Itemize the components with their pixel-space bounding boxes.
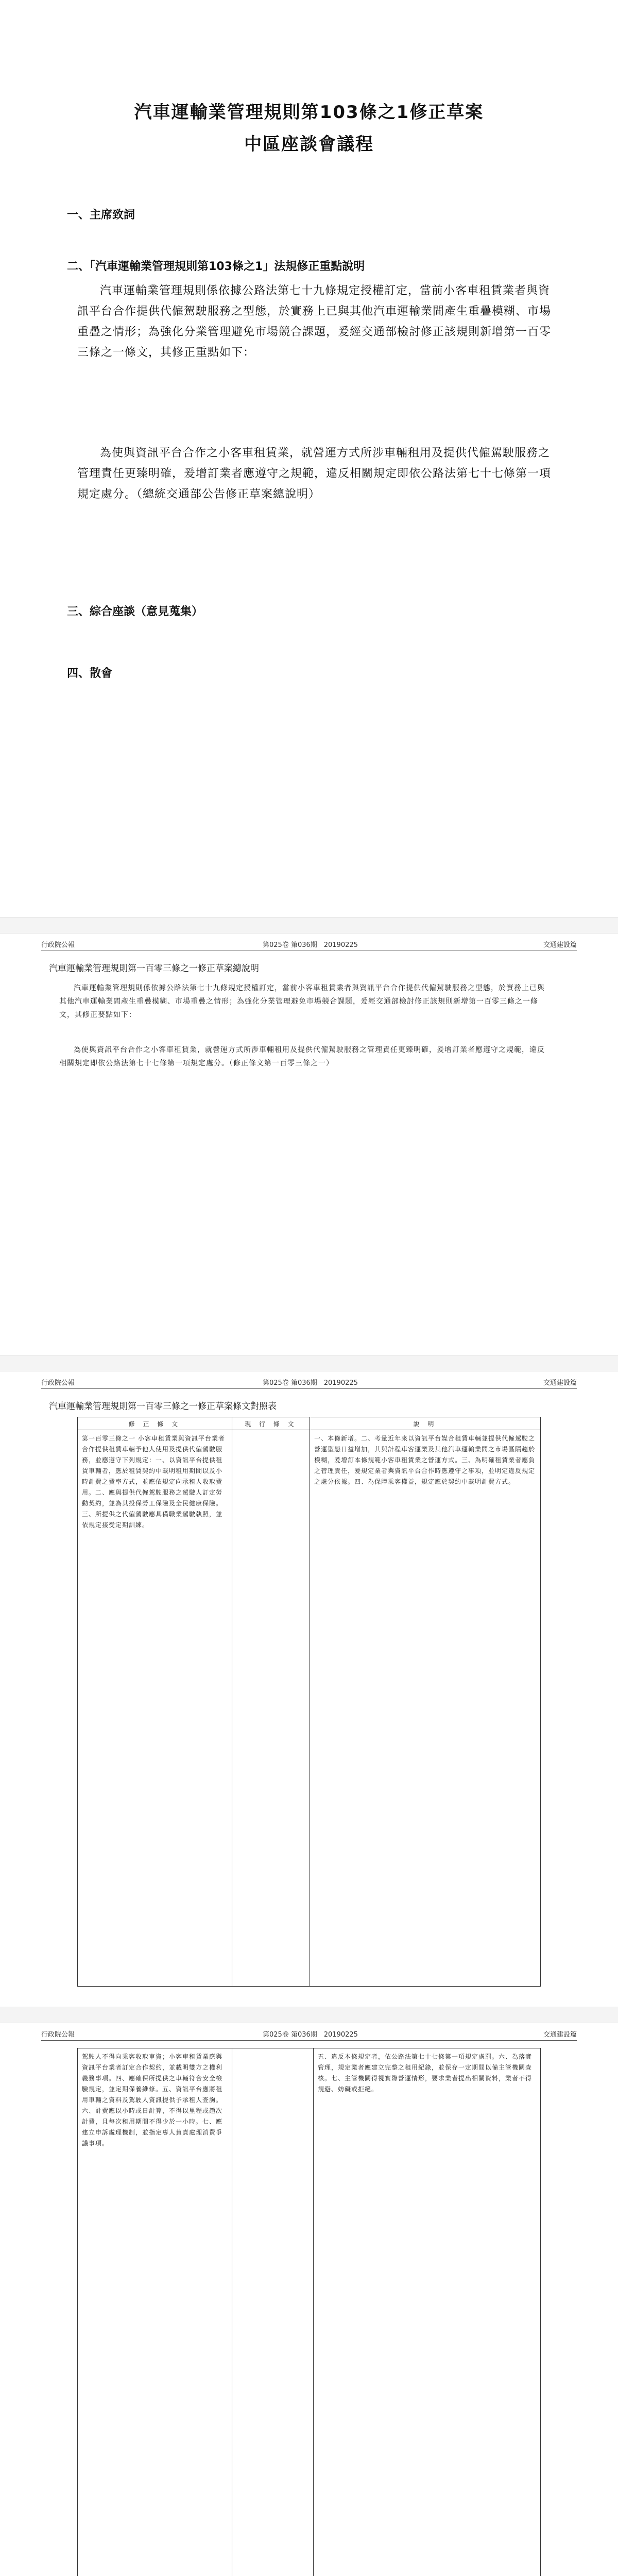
gazette-page-explanation bbox=[0, 935, 618, 1347]
comparison-table bbox=[77, 1417, 541, 1987]
gazette-title: 汽車運輸業管理規則第一百零三條之一修正草案總說明 bbox=[49, 963, 259, 974]
table-title: 汽車運輸業管理規則第一百零三條之一修正草案條文對照表 bbox=[49, 1401, 277, 1412]
cell-new: 駕駛人不得向乘客收取車資；小客車租賃業應與資訊平台業者訂定合作契約，並載明雙方之權利義務事項。四、應確保所提供之車輛符合安全檢驗規定，並定期保養維修。五、資訊平台應將租用車輛之資料及駕駛人資訊提供予承租人查詢。六、計費應以小時或日計算，不得以里程或趟次計費，且每次租用期間不得少於一小時。七、應建立申訴處理機制，並指定專人負責處理消費爭議事項。 bbox=[78, 2048, 232, 2576]
section-revision: 二、「汽車運輸業管理規則第103條之1」法規修正重點說明 bbox=[67, 260, 365, 273]
table-row bbox=[78, 1430, 541, 1987]
page-title: 汽車運輸業管理規則第103條之1修正草案 bbox=[134, 102, 484, 123]
gazette-header: 行政院公報 第025卷 第036期 20190225 交通建設篇 bbox=[41, 2025, 577, 2041]
revision-paragraph-1: 汽車運輸業管理規則係依據公路法第七十九條規定授權訂定，當前小客車租賃業者與資訊平台合作提供代僱駕駛服務之型態，於實務上已與其他汽車運輸業間產生重疊模糊、市場重疊之情形；為強化分業管理避免市場競合課題，爰經交通部檢討修正該規則新增第一百零三條之一條文，其修正重點如下： bbox=[77, 284, 552, 359]
gazette-page-table-1 bbox=[0, 1373, 618, 2002]
cell-new: 第一百零三條之一 小客車租賃業與資訊平台業者合作提供租賃車輛予他人使用及提供代僱駕駛服務，並應遵守下列規定：一、以資訊平台提供租賃車輛者，應於租賃契約中載明租用期間以及小時計費之費率方式，並應依規定向承租人收取費用。二、應與提供代僱駕駛服務之駕駛人訂定勞動契約，並為其投保勞工保險及全民健康保險。三、所提供之代僱駕駛應具備職業駕駛執照，並依規定接受定期訓練。 bbox=[78, 1430, 232, 1987]
table-header-row bbox=[78, 1417, 541, 1430]
gazette-text-1: 汽車運輸業管理規則係依據公路法第七十九條規定授權訂定，當前小客車租賃業者與資訊平台合作提供代僱駕駛服務之型態，於實務上已與其他汽車運輸業間產生重疊模糊、市場重疊之情形；為強化分業管理避免市場競合課題，爰經交通部檢討修正該規則新增第一百零三條之一條文，其修正要點如下： bbox=[59, 984, 545, 1019]
page-divider bbox=[0, 917, 618, 934]
table-row bbox=[78, 2048, 541, 2576]
cell-note: 一、本條新增。二、考量近年來以資訊平台媒合租賃車輛並提供代僱駕駛之營運型態日益增加，其與計程車客運業及其他汽車運輸業間之市場區隔趨於模糊，爰增訂本條規範小客車租賃業之營運方式。三、為明確租賃業者應負之管理責任，爰規定業者與資訊平台合作時應遵守之事項，並明定違反規定之處分依據。四、為保障乘客權益，規定應於契約中載明計費方式。 bbox=[310, 1430, 541, 1987]
page-divider bbox=[0, 1355, 618, 1371]
cell-note: 五、違反本條規定者，依公路法第七十七條第一項規定處罰。六、為落實管理，規定業者應建立完整之租用紀錄，並保存一定期間以備主管機關查核。七、主管機關得視實際營運情形，要求業者提出相關資料，業者不得規避、妨礙或拒絕。 bbox=[313, 2048, 540, 2576]
col-header-note: 說 明 bbox=[310, 1417, 541, 1430]
section-opening: 一、主席致詞 bbox=[67, 209, 135, 222]
comparison-table-continued bbox=[77, 2048, 541, 2576]
col-header-new: 修 正 條 文 bbox=[78, 1417, 232, 1430]
cell-old bbox=[232, 2048, 314, 2576]
gazette-header: 行政院公報 第025卷 第036期 20190225 交通建設篇 bbox=[41, 935, 577, 951]
revision-paragraph-2: 為使與資訊平台合作之小客車租賃業，就營運方式所涉車輛租用及提供代僱駕駛服務之管理責任更臻明確，爰增訂業者應遵守之規範，違反相關規定即依公路法第七十七條第一項規定處分。（總統交通部公告修正草案總說明） bbox=[77, 447, 552, 501]
gazette-text-2: 為使與資訊平台合作之小客車租賃業，就營運方式所涉車輛租用及提供代僱駕駛服務之管理責任更臻明確，爰增訂業者應遵守之規範，違反相關規定即依公路法第七十七條第一項規定處分。（修正條文第一百零三條之一） bbox=[59, 1046, 545, 1067]
gazette-page-table-2 bbox=[0, 2025, 618, 2576]
cell-old bbox=[232, 1430, 310, 1987]
agenda-page bbox=[0, 0, 618, 917]
page-divider bbox=[0, 2007, 618, 2023]
section-discussion: 三、綜合座談（意見蒐集） bbox=[67, 605, 203, 618]
gazette-header: 行政院公報 第025卷 第036期 20190225 交通建設篇 bbox=[41, 1373, 577, 1389]
page-subtitle: 中區座談會議程 bbox=[244, 134, 374, 155]
col-header-old: 現 行 條 文 bbox=[232, 1417, 310, 1430]
section-adjourn: 四、散會 bbox=[67, 667, 113, 680]
